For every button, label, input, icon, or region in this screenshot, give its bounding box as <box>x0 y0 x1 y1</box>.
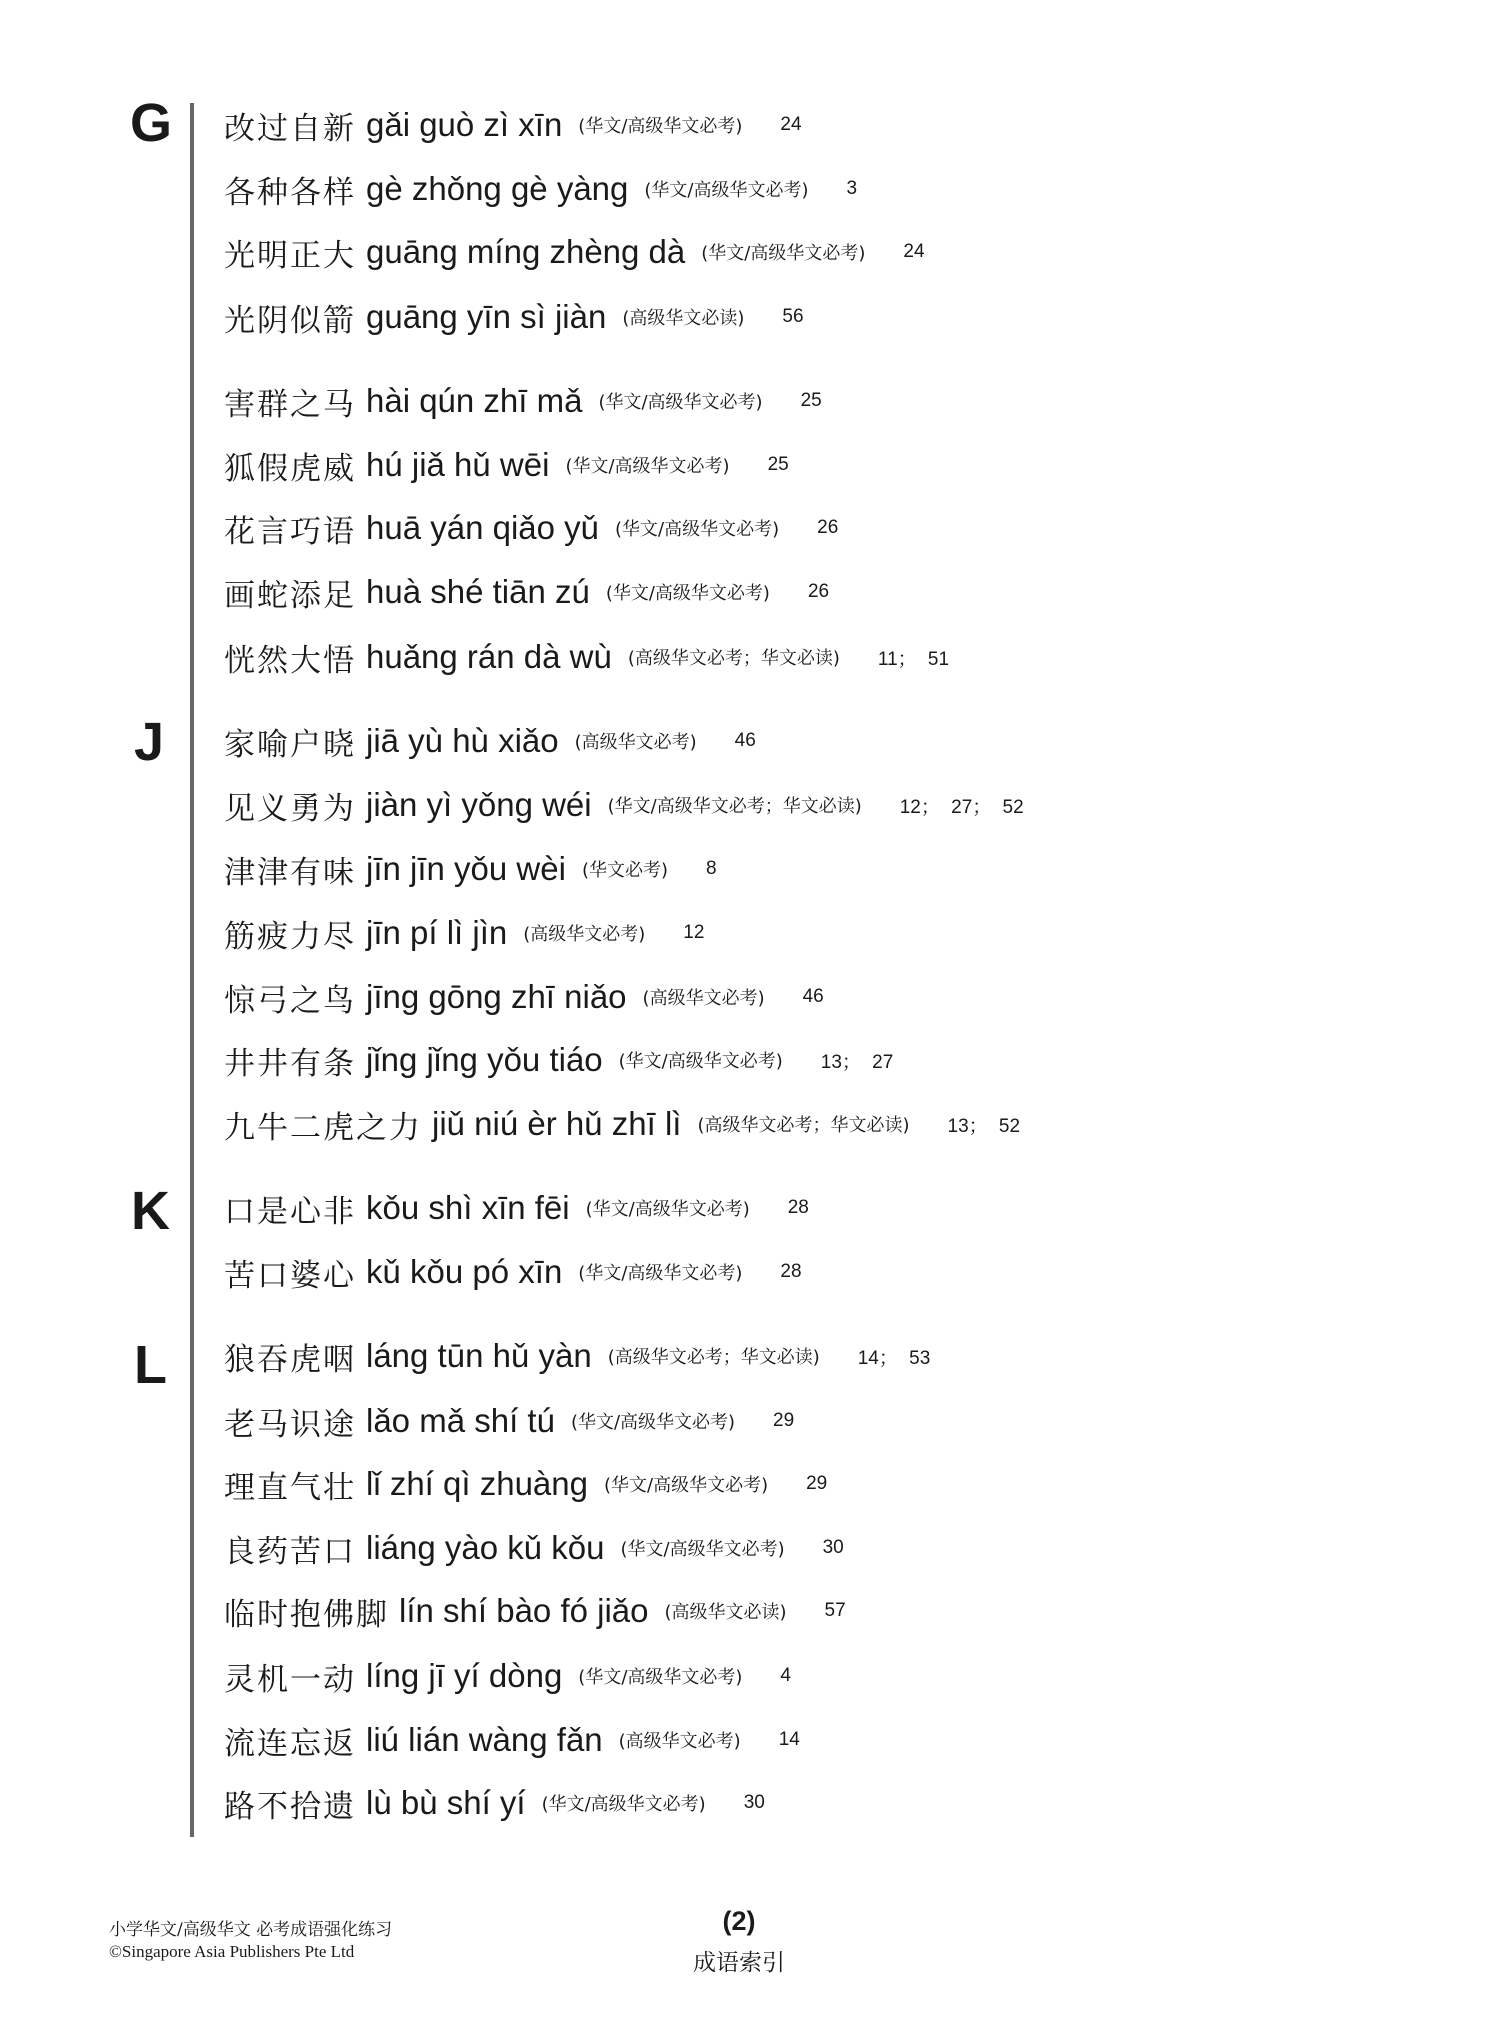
idiom-pinyin: kǔ kǒu pó xīn <box>366 1253 563 1290</box>
idiom-hanzi: 九牛二虎之力 <box>224 1109 422 1146</box>
idiom-level-note: (高级华文必考；华文必读) <box>697 1115 910 1136</box>
idiom-page-refs: 26 <box>807 581 830 602</box>
idiom-entry <box>224 908 704 958</box>
page-number: (2) <box>722 1906 756 1936</box>
idiom-hanzi: 井井有条 <box>224 1045 356 1082</box>
idiom-pinyin: jiàn yì yǒng wéi <box>366 786 592 823</box>
idiom-entry <box>224 716 756 766</box>
idiom-hanzi: 苦口婆心 <box>224 1257 356 1294</box>
idiom-entry <box>224 1183 809 1233</box>
idiom-page-refs: 29 <box>773 1410 795 1431</box>
idiom-page-refs: 30 <box>822 1537 844 1558</box>
idiom-hanzi: 狐假虎威 <box>224 450 356 487</box>
idiom-entry <box>224 632 949 682</box>
idiom-page-refs: 12 <box>683 922 705 943</box>
idiom-hanzi: 花言巧语 <box>224 513 356 550</box>
idiom-level-note: (华文/高级华文必考) <box>620 1539 785 1560</box>
idiom-level-note: (华文/高级华文必考) <box>570 1412 736 1433</box>
idiom-level-note: (华文/高级华文必考) <box>644 180 809 201</box>
section-letter-g: G <box>130 93 173 153</box>
idiom-page-refs: 46 <box>734 730 756 751</box>
idiom-entry <box>224 1099 1020 1149</box>
idiom-pinyin: kǒu shì xīn fēi <box>366 1189 570 1226</box>
idiom-pinyin: jiā yù hù xiǎo <box>366 722 559 759</box>
idiom-pinyin: liáng yào kǔ kǒu <box>366 1529 605 1566</box>
idiom-hanzi: 恍然大悟 <box>224 642 356 679</box>
idiom-entry <box>224 503 838 553</box>
idiom-pinyin: jīn pí lì jìn <box>366 914 508 951</box>
idiom-pinyin: huǎng rán dà wù <box>366 638 612 675</box>
idiom-pinyin: lǎo mǎ shí tú <box>366 1402 555 1439</box>
idiom-hanzi: 理直气壮 <box>224 1469 356 1506</box>
idiom-page-refs: 56 <box>782 306 804 327</box>
idiom-page-refs: 57 <box>824 1600 846 1621</box>
idiom-pinyin: hài qún zhī mǎ <box>366 382 583 419</box>
footer-copyright: ©Singapore Asia Publishers Pte Ltd <box>109 1942 355 1961</box>
idiom-pinyin: lín shí bào fó jiǎo <box>399 1592 649 1629</box>
footer-book-title: 小学华文/高级华文 必考成语强化练习 <box>109 1920 393 1940</box>
idiom-page-refs: 26 <box>817 517 839 538</box>
idiom-level-note: (高级华文必考) <box>523 924 646 945</box>
idiom-entry <box>224 1715 800 1765</box>
idiom-hanzi: 惊弓之鸟 <box>224 982 356 1019</box>
idiom-entry <box>224 1459 827 1509</box>
idiom-entry <box>224 292 804 342</box>
idiom-hanzi: 津津有味 <box>224 854 356 891</box>
idiom-hanzi: 狼吞虎咽 <box>224 1341 356 1378</box>
idiom-pinyin: jiǔ niú èr hǔ zhī lì <box>432 1105 682 1142</box>
idiom-level-note: (高级华文必读) <box>622 308 745 329</box>
idiom-pinyin: liú lián wàng fǎn <box>366 1721 603 1758</box>
idiom-hanzi: 见义勇为 <box>224 790 356 827</box>
idiom-pinyin: gè zhǒng gè yàng <box>366 170 629 207</box>
idiom-page-refs: 13； 52 <box>947 1115 1021 1137</box>
idiom-hanzi: 光阴似箭 <box>224 302 356 339</box>
idiom-page-refs: 28 <box>787 1197 809 1218</box>
idiom-level-note: (华文/高级华文必考) <box>618 1051 783 1072</box>
idiom-level-note: (华文/高级华文必考) <box>615 519 780 540</box>
idiom-pinyin: hú jiǎ hǔ wēi <box>366 446 550 483</box>
idiom-entry <box>224 1586 846 1636</box>
idiom-level-note: (高级华文必读) <box>664 1602 787 1623</box>
idiom-level-note: (高级华文必考) <box>618 1731 741 1752</box>
idiom-level-note: (高级华文必考；华文必读) <box>607 1347 820 1368</box>
idiom-hanzi: 老马识途 <box>224 1406 356 1443</box>
idiom-pinyin: lù bù shí yí <box>366 1784 526 1821</box>
idiom-hanzi: 改过自新 <box>224 110 356 147</box>
idiom-entry <box>224 1651 791 1701</box>
idiom-entry <box>224 844 717 894</box>
idiom-hanzi: 口是心非 <box>224 1193 356 1230</box>
idiom-hanzi: 良药苦口 <box>224 1533 356 1570</box>
idiom-hanzi: 流连忘返 <box>224 1725 356 1762</box>
idiom-page-refs: 25 <box>767 454 789 475</box>
idiom-entry <box>224 567 829 617</box>
idiom-hanzi: 害群之马 <box>224 386 356 423</box>
section-letter-l: L <box>134 1335 167 1395</box>
idiom-hanzi: 灵机一动 <box>224 1661 356 1698</box>
idiom-hanzi: 画蛇添足 <box>224 577 356 614</box>
idiom-entry <box>224 376 822 426</box>
idiom-level-note: (华文/高级华文必考) <box>605 583 770 604</box>
idiom-hanzi: 光明正大 <box>224 237 356 274</box>
idiom-pinyin: jǐng jǐng yǒu tiáo <box>366 1041 603 1078</box>
idiom-page-refs: 28 <box>780 1261 802 1282</box>
idiom-entry <box>224 227 925 277</box>
idiom-level-note: (华文/高级华文必考；华文必读) <box>607 796 862 817</box>
idiom-pinyin: láng tūn hǔ yàn <box>366 1337 592 1374</box>
idiom-page-refs: 46 <box>802 986 824 1007</box>
idiom-pinyin: guāng yīn sì jiàn <box>366 298 607 335</box>
idiom-page-refs: 24 <box>903 241 925 262</box>
idiom-entry <box>224 972 824 1022</box>
idiom-page-refs: 3 <box>846 178 858 199</box>
vertical-divider <box>190 103 194 1837</box>
idiom-entry <box>224 164 857 214</box>
section-letter-k: K <box>131 1181 170 1241</box>
idiom-page-refs: 11； 51 <box>877 648 950 670</box>
idiom-level-note: (高级华文必考) <box>642 988 765 1009</box>
idiom-level-note: (华文/高级华文必考) <box>598 392 763 413</box>
idiom-hanzi: 临时抱佛脚 <box>224 1596 389 1633</box>
idiom-entry <box>224 1523 844 1573</box>
idiom-level-note: (高级华文必考；华文必读) <box>627 648 840 669</box>
idiom-page-refs: 8 <box>705 858 717 879</box>
idiom-entry <box>224 1396 794 1446</box>
section-letter-j: J <box>134 712 165 772</box>
idiom-entry <box>224 1035 893 1085</box>
idiom-pinyin: guāng míng zhèng dà <box>366 233 686 270</box>
idiom-level-note: (华文/高级华文必考) <box>585 1199 750 1220</box>
idiom-pinyin: huà shé tiān zú <box>366 573 590 610</box>
idiom-page-refs: 14； 53 <box>857 1347 931 1369</box>
idiom-page-refs: 24 <box>780 114 802 135</box>
idiom-hanzi: 路不拾遗 <box>224 1788 356 1825</box>
idiom-page-refs: 30 <box>743 1792 765 1813</box>
idiom-level-note: (华文/高级华文必考) <box>603 1475 769 1496</box>
idiom-pinyin: lǐ zhí qì zhuàng <box>366 1465 588 1502</box>
idiom-pinyin: jīng gōng zhī niǎo <box>366 978 627 1015</box>
idiom-level-note: (华文/高级华文必考) <box>578 1667 743 1688</box>
idiom-page-refs: 12； 27； 52 <box>899 796 1024 818</box>
idiom-level-note: (华文必考) <box>581 860 668 881</box>
idiom-level-note: (高级华文必考) <box>574 732 697 753</box>
idiom-entry <box>224 100 802 150</box>
idiom-level-note: (华文/高级华文必考) <box>541 1794 706 1815</box>
idiom-hanzi: 各种各样 <box>224 174 356 211</box>
idiom-level-note: (华文/高级华文必考) <box>565 456 730 477</box>
idiom-entry <box>224 440 789 490</box>
idiom-level-note: (华文/高级华文必考) <box>701 243 866 264</box>
idiom-page-refs: 4 <box>780 1665 791 1686</box>
idiom-entry <box>224 1778 765 1828</box>
idiom-page-refs: 29 <box>806 1473 828 1494</box>
idiom-pinyin: jīn jīn yǒu wèi <box>366 850 566 887</box>
idiom-entry <box>224 1331 930 1381</box>
idiom-hanzi: 家喻户晓 <box>224 726 356 763</box>
idiom-level-note: (华文/高级华文必考) <box>578 116 743 137</box>
idiom-pinyin: huā yán qiǎo yǔ <box>366 509 600 546</box>
section-title: 成语索引 <box>693 1950 785 1976</box>
idiom-page-refs: 14 <box>778 1729 800 1750</box>
idiom-hanzi: 筋疲力尽 <box>224 918 356 955</box>
idiom-page-refs: 25 <box>800 390 822 411</box>
idiom-pinyin: gǎi guò zì xīn <box>366 106 563 143</box>
idiom-entry <box>224 1247 802 1297</box>
idiom-page-refs: 13； 27 <box>820 1051 894 1073</box>
idiom-level-note: (华文/高级华文必考) <box>578 1263 743 1284</box>
idiom-entry <box>224 780 1024 830</box>
idiom-pinyin: líng jī yí dòng <box>366 1657 563 1694</box>
